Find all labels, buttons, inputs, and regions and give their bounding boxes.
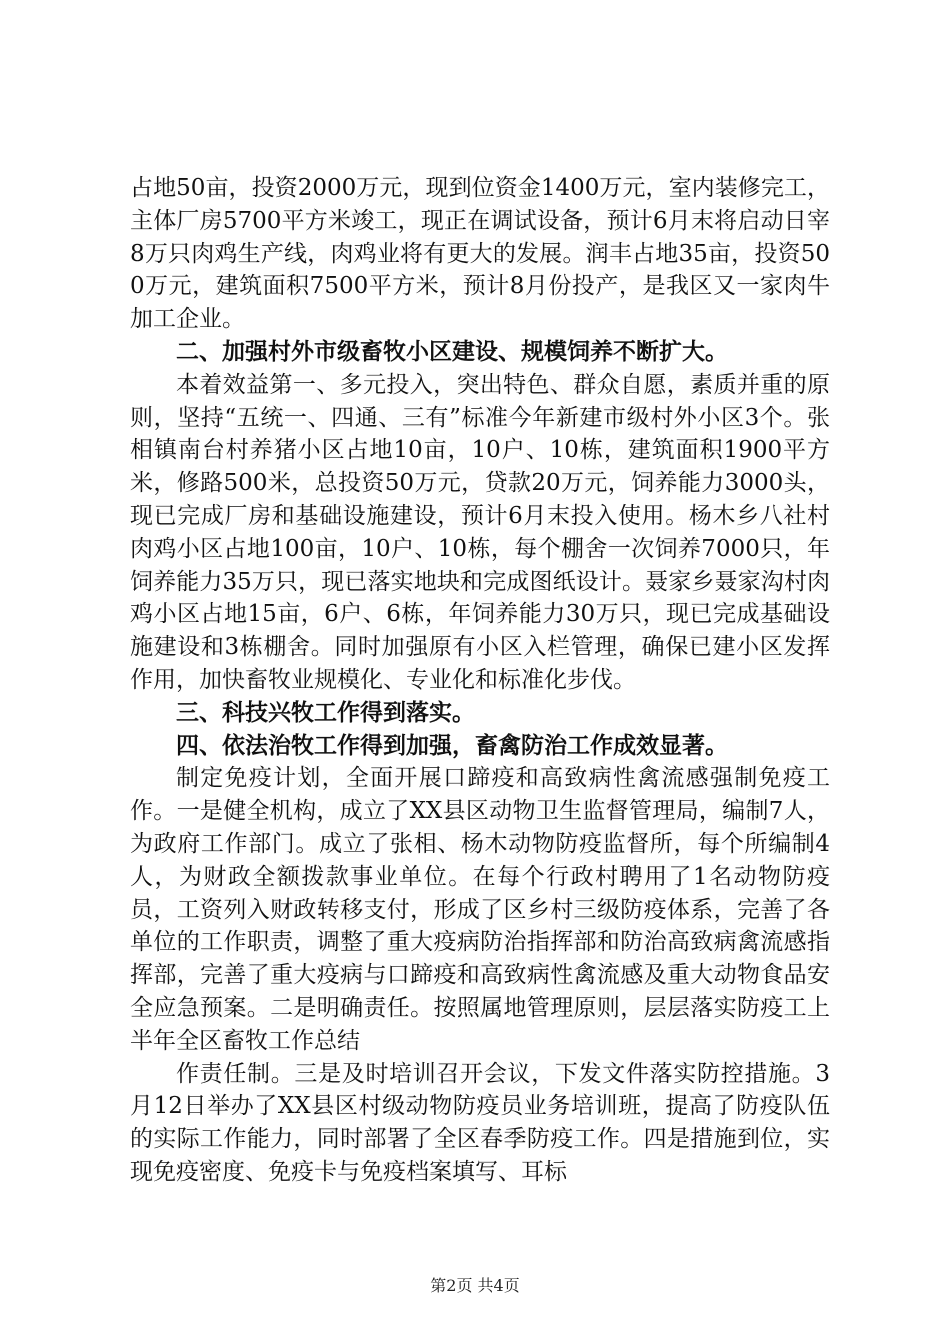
document-body	[130, 172, 830, 1189]
page-footer: 第2页 共4页	[430, 1276, 520, 1295]
section-heading-4: 四、依法治牧工作得到加强，畜禽防治工作成效显著。	[176, 731, 728, 759]
section-heading-2: 二、加强村外市级畜牧小区建设、规模饲养不断扩大。	[176, 337, 728, 365]
paragraph-responsibility: 作责任制。三是及时培训召开会议，下发文件落实防控措施。3月12日举办了XX县区村级动物防疫员业务培训班，提高了防疫队伍的实际工作能力，同时部署了全区春季防疫工作。四是措施到位，实现免疫密度、免疫卡与免疫档案填写、耳标	[130, 1060, 830, 1185]
section-heading-3: 三、科技兴牧工作得到落实。	[176, 698, 475, 726]
paragraph-continued: 占地50亩，投资2000万元，现到位资金1400万元，室内装修完工，主体厂房5700平方米竣工，现正在调试设备，预计6月末将启动日宰8万只肉鸡生产线，肉鸡业将有更大的发展。润丰占地35亩，投资500万元，建筑面积7500平方米，预计8月份投产，是我区又一家肉牛加工企业。	[130, 175, 830, 333]
paragraph-epidemic-prevention: 制定免疫计划，全面开展口蹄疫和高致病性禽流感强制免疫工作。一是健全机构，成立了XX县区动物卫生监督管理局，编制7人，为政府工作部门。成立了张相、杨木动物防疫监督所，每个所编制4人，为财政全额拨款事业单位。在每个行政村聘用了1名动物防疫员，工资列入财政转移支付，形成了区乡村三级防疫体系，完善了各单位的工作职责，调整了重大疫病防治指挥部和防治高致病禽流感指挥部，完善了重大疫病与口蹄疫和高致病性禽流感及重大动物食品安全应急预案。二是明确责任。按照属地管理原则，层层落实防疫工上半年全区畜牧工作总结	[130, 765, 830, 1054]
paragraph-livestock-zones: 本着效益第一、多元投入，突出特色、群众自愿，素质并重的原则，坚持“五统一、四通、三有”标准今年新建市级村外小区3个。张相镇南台村养猪小区占地10亩，10户、10栋，建筑面积1900平方米，修路500米，总投资50万元，贷款20万元，饲养能力3000头，现已完成厂房和基础设施建设，预计6月末投入使用。杨木乡八社村肉鸡小区占地100亩，10户、10栋，每个棚舍一次饲养7000只，年饲养能力35万只，现已落实地块和完成图纸设计。聂家乡聂家沟村肉鸡小区占地15亩，6户、6栋，年饲养能力30万只，现已完成基础设施建设和3栋棚舍。同时加强原有小区入栏管理，确保已建小区发挥作用，加快畜牧业规模化、专业化和标准化步伐。	[130, 371, 830, 693]
